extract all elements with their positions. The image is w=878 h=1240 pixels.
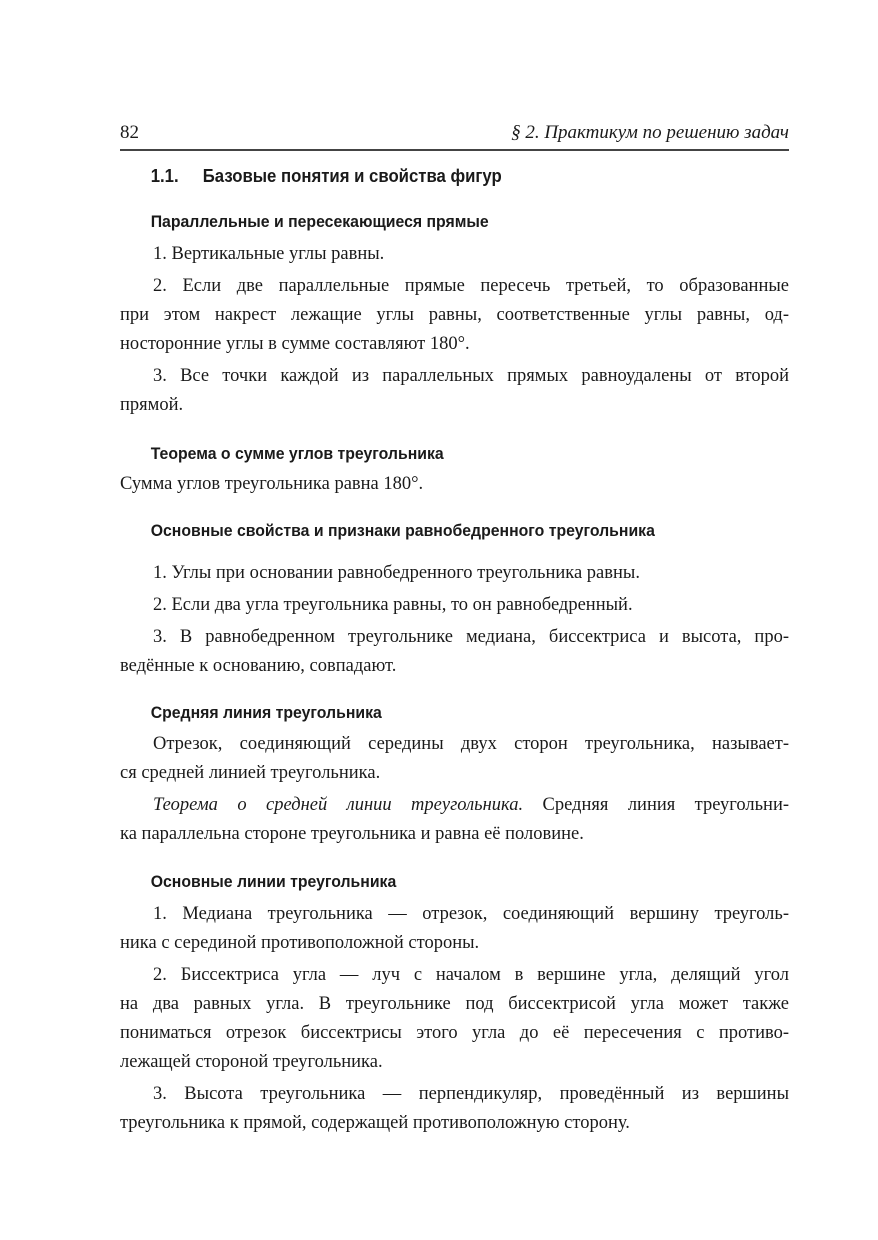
heading-text: Основные линии треугольника — [150, 872, 397, 891]
text-line: ведённые к основанию, совпадают. — [120, 656, 397, 676]
theorem-name: Теорема о средней линии треугольника. — [153, 795, 524, 815]
running-title: § 2. Практикум по решению задач — [511, 122, 789, 143]
paragraph — [120, 791, 789, 849]
heading-text: Теорема о сумме углов треугольника — [150, 444, 444, 463]
text-line: Отрезок, соединяющий середины двух сторон треугольника, называет- — [153, 734, 789, 754]
text-line: пониматься отрезок биссектрисы этого угла до её пересечения с противо- — [120, 1023, 789, 1043]
text-line: Сумма углов треугольника равна 180°. — [120, 474, 424, 494]
text-block — [120, 240, 789, 420]
paragraph — [120, 272, 789, 359]
text-block — [120, 730, 789, 849]
paragraph — [120, 240, 789, 269]
text-line: 2. Если две параллельные прямые пересечь третьей, то образованные — [153, 276, 789, 296]
header-rule — [120, 149, 789, 151]
paragraph — [120, 362, 789, 420]
text-line: 3. Все точки каждой из параллельных прямых равноудалены от второй — [153, 366, 789, 386]
text-line: 3. Высота треугольника — перпендикуляр, проведённый из вершины — [153, 1084, 789, 1104]
paragraph — [120, 470, 789, 499]
paragraph — [120, 559, 789, 588]
paragraph — [120, 900, 789, 958]
page-number: 82 — [120, 122, 139, 143]
text-block — [120, 900, 789, 1138]
text-line: прямой. — [120, 395, 184, 415]
heading-text: Средняя линия треугольника — [150, 703, 382, 722]
paragraph — [120, 623, 789, 681]
section-title — [120, 162, 789, 191]
text-line: ника с серединой противоположной стороны. — [120, 933, 480, 953]
text-line: лежащей стороной треугольника. — [120, 1052, 383, 1072]
text-line: 2. Биссектриса угла — луч с началом в вершине угла, делящий угол — [153, 965, 789, 985]
text-line: при этом накрест лежащие углы равны, соответственные углы равны, од- — [120, 305, 789, 325]
subsection-heading — [120, 439, 789, 468]
text-line: треугольника к прямой, содержащей противоположную сторону. — [120, 1113, 630, 1133]
subsection-heading — [120, 207, 789, 236]
subsection-heading — [120, 516, 789, 545]
section-title-text: Базовые понятия и свойства фигур — [202, 166, 502, 186]
text-block — [120, 559, 789, 681]
section-number: 1.1. — [150, 166, 179, 186]
text-line: 1. Вертикальные углы равны. — [153, 244, 385, 264]
text-block — [120, 470, 789, 499]
text-line: Теорема о средней линии треугольника. Средняя линия треугольни- — [153, 795, 790, 815]
text-line: 2. Если два угла треугольника равны, то он равнобедренный. — [153, 595, 633, 615]
paragraph — [120, 1080, 789, 1138]
heading-text: Параллельные и пересекающиеся прямые — [150, 212, 489, 231]
text-line: носторонние углы в сумме составляют 180°. — [120, 334, 470, 354]
paragraph — [120, 961, 789, 1077]
text-line: ка параллельна стороне треугольника и равна её половине. — [120, 824, 584, 844]
paragraph — [120, 591, 789, 620]
subsection-heading — [120, 867, 789, 896]
text-line: 3. В равнобедренном треугольнике медиана, биссектриса и высота, про- — [153, 627, 789, 647]
subsection-heading — [120, 698, 789, 727]
heading-text: Основные свойства и признаки равнобедренного треугольника — [150, 521, 655, 540]
text-line: на два равных угла. В треугольнике под биссектрисой угла может также — [120, 994, 789, 1014]
paragraph — [120, 730, 789, 788]
text-line: 1. Углы при основании равнобедренного треугольника равны. — [153, 563, 640, 583]
text-line: ся средней линией треугольника. — [120, 763, 381, 783]
text-line: 1. Медиана треугольника — отрезок, соединяющий вершину треуголь- — [153, 904, 789, 924]
